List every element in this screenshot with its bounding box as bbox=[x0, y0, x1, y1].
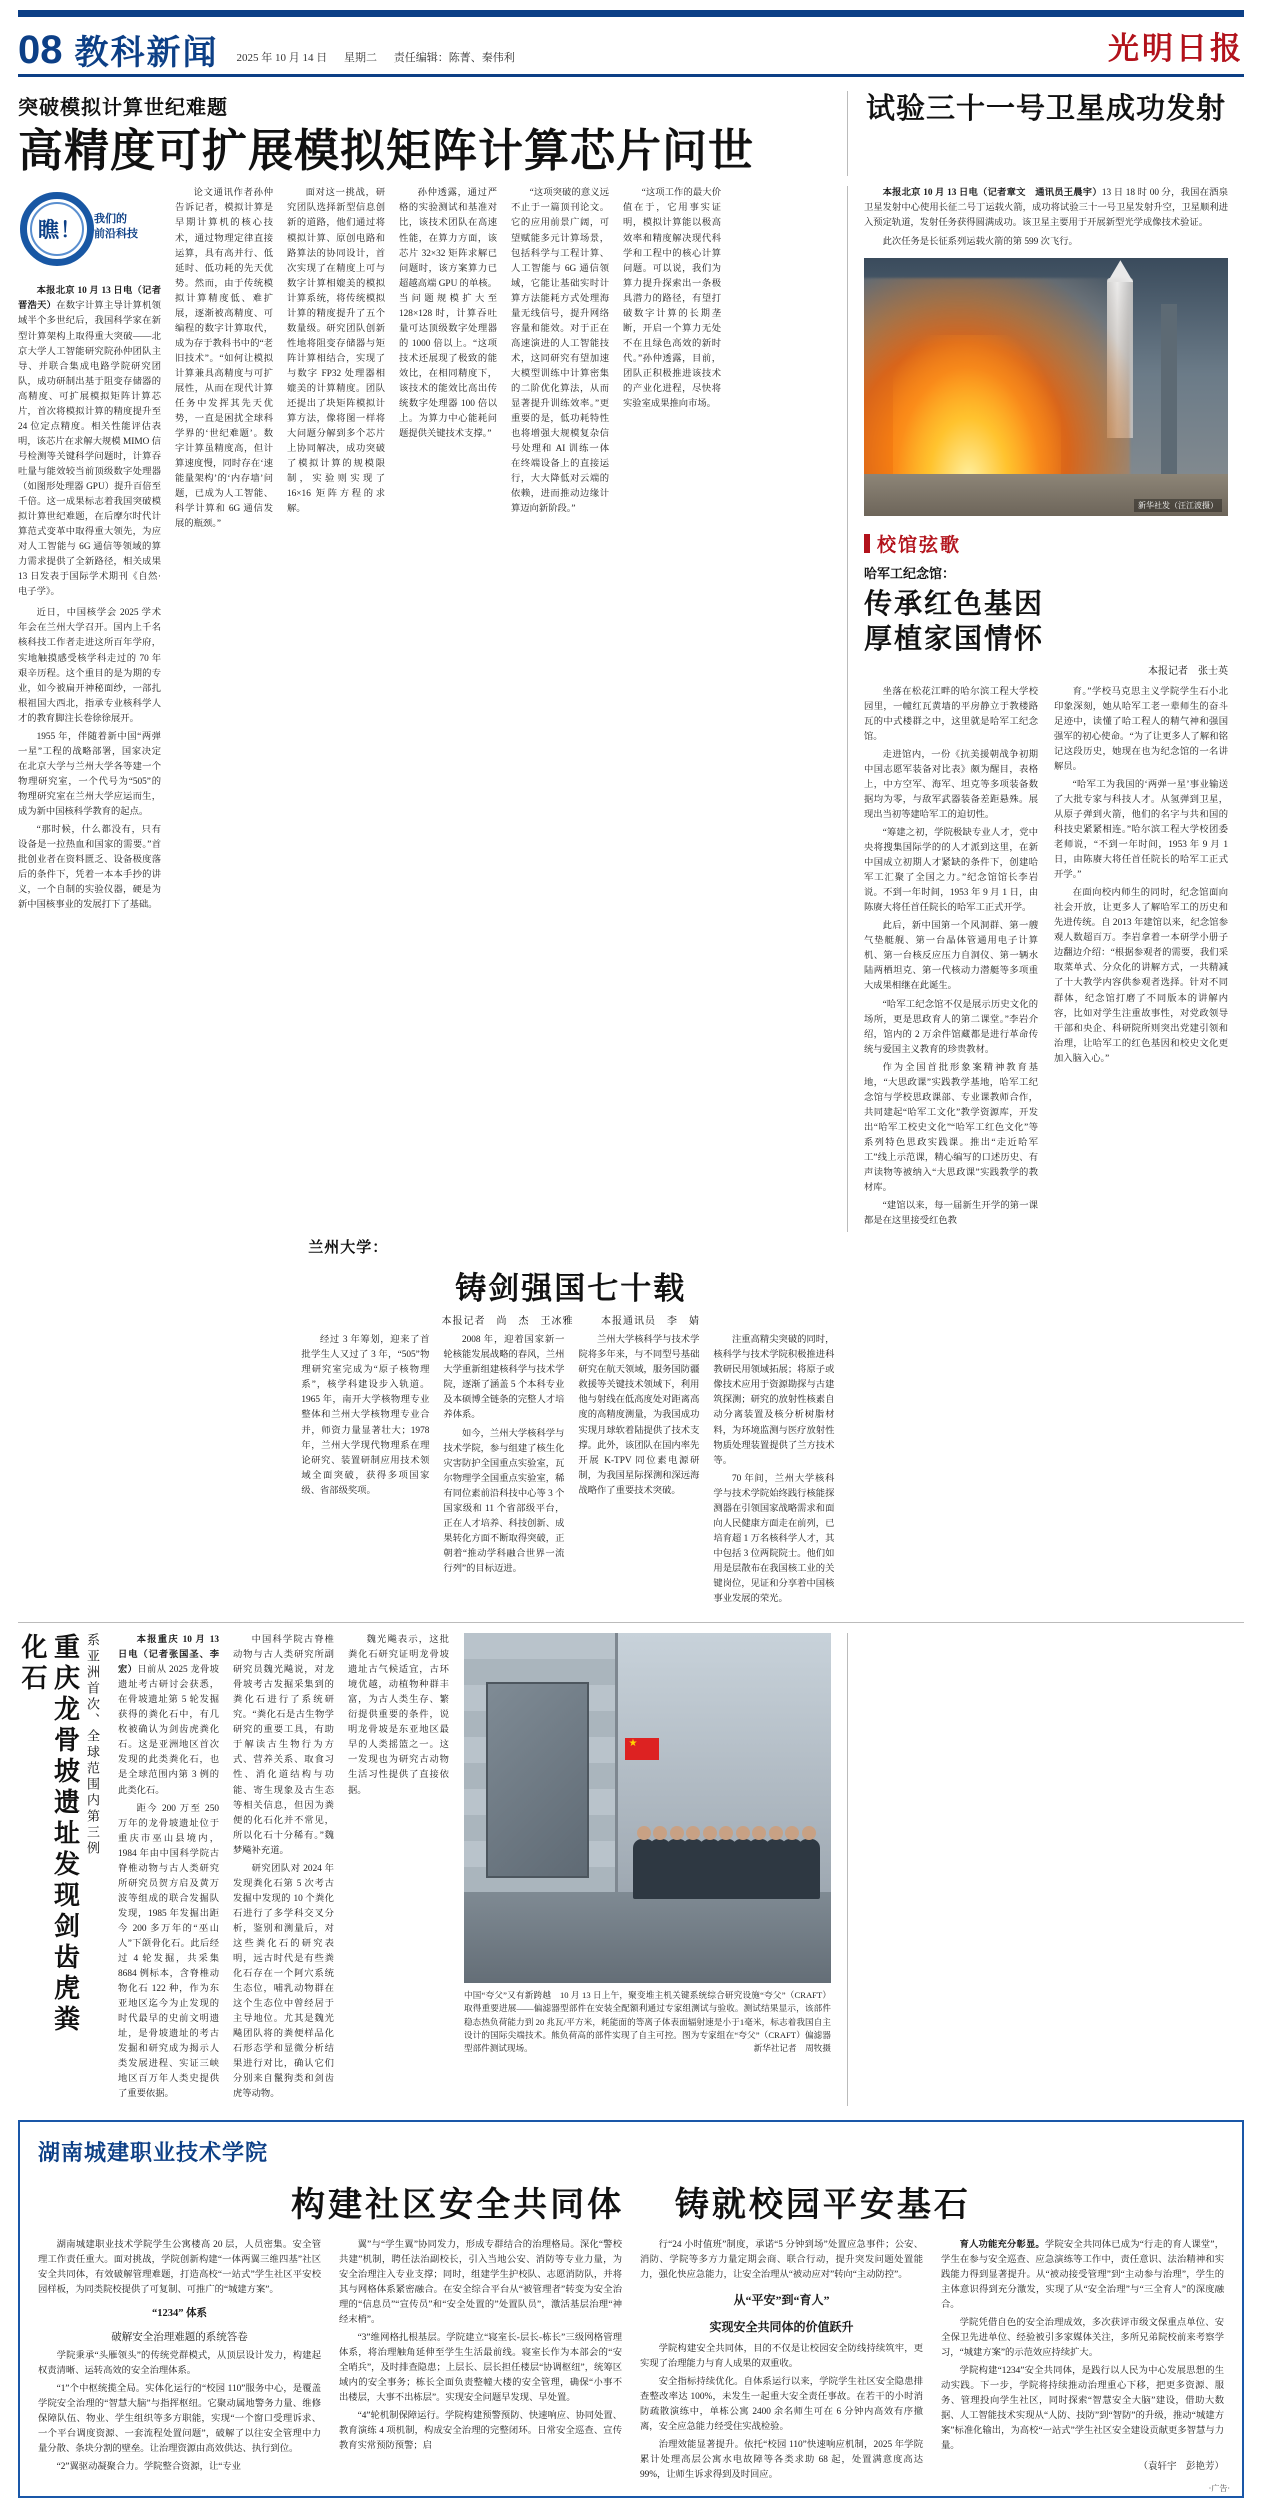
adv1-para-0: 湖南城建职业技术学院学生公寓楼高 20 层，人员密集。安全管理工作责任重大。面对挑战，学院创新构建“一体两翼三维四基”社区安全共同体，有效破解管理难题，打造高校“一站式”学生社区平安校园样板，为同类院校提供了可复制、可推广的“城建方案”。 bbox=[38, 2239, 321, 2295]
lead-col-3 bbox=[280, 186, 392, 1232]
facility-floor bbox=[464, 1892, 831, 1983]
lead-dateline: 本报北京 10 月 13 日电（记者晋浩天） bbox=[18, 286, 161, 312]
fossil-vertical-sub-wrap bbox=[78, 1633, 111, 2105]
lead-article bbox=[18, 186, 848, 1232]
lead-col-4 bbox=[392, 186, 504, 1232]
lanzhou-univ-name: 兰州大学： bbox=[308, 1240, 389, 1257]
advertorial-block bbox=[18, 2120, 1244, 2498]
lead-para-2: 面对这一挑战，研究团队选择新型信息创新的道路，他们通过将模拟计算、原创电路和路算法的协同设计，首次实现了在精度上可与数字计算相媲美的模拟计算系统，将传统模拟计算的精度提升了五个数量级。研究团队创新性地将阻变存储器与矩阵计算相结合，实现了与数字 FP32 处理器相媲美的计算精度。团队还提出了块矩阵模拟计算方法，像将图一样将大问题分解到多个芯片上协同解决，成功突破了模拟计算的规模限制，实验则实现了 16×16 矩阵方程的求解。 bbox=[287, 188, 385, 515]
lead-para-4: “这项突破的意义远不止于一篇顶刊论文。它的应用前景广阔，可望赋能多元计算场景，包括科学与工程计算、人工智能与 6G 通信领域，它能让基础实时计算方法能耗方式处理海量无线信号，提升网络容量和能效。对于正在高速演进的人工智能技术，这同研究有望加速大模型训练中计算密集的二阶优化算法，从而显著提升训练效率。”更重要的是，低功耗特性也将增强大规模复杂信号处理和 AI 训练一体在终端设备上的直接运行，大大降低对云端的依赖，进而推动边缘计算迈向新阶段。” bbox=[511, 188, 609, 515]
lead-col2-text bbox=[175, 186, 273, 532]
fossil-subheadline: 系亚洲首次、全球范围内第三例 bbox=[85, 1633, 100, 1858]
newspaper-page bbox=[0, 10, 1262, 2493]
adv3-para-2: 安全指标持续优化。自体系运行以来，学院学生社区安全隐患排查整改率达 100%，未发生一起重大安全责任事故。在若干的小时消防疏散演练中，单栋公寓 2400 余名师生可在 6 分钟内高效有序撤离，安全应急能力经受住实战检验。 bbox=[640, 2376, 923, 2432]
nuclear-para-2: “那时候，什么都没有，只有设备是一拉热血和国家的需要。”首批创业者在资料匮乏、设备极度落后的条件下，凭着一本本手抄的讲义，一个自制的实验仪器，硬是为新中国核事业的发展打下了基础。 bbox=[18, 825, 161, 911]
fossil-para-3: 研究团队对 2024 年发现粪化石第 5 次考古发掘中发现的 10 个粪化石进行了多学科交叉分析，鉴别和测量后，对这些粪化石的研究表明，远古时代是有些粪化石存在一个阿穴系统生态位，哺乳动物群在这个生态位中曾经居于主导地位。尤其是魏光飚团队将的粪便样品化石形态学和显微分析结果进行对比，确认它们分别来自鬣狗类和剑齿虎等动物。 bbox=[233, 1863, 334, 2100]
top-article-area bbox=[18, 186, 1244, 1232]
advertorial-col-1 bbox=[38, 2238, 330, 2486]
nuclear-para-0: 近日，中国核学会 2025 学术年会在兰州大学召开。国内上千名核科技工作者走进这所百年学府，实地触摸感受核学科走过的 70 年艰辛历程。这个重目的是为期的专业，如今被扁开神秘面纱，一部扎根祖国大西北，指承专业核科学人才的教育脚注长卷徐徐展开。 bbox=[18, 608, 161, 724]
lead-para-1: 论文通讯作者孙仲告诉记者，模拟计算是早期计算机的核心技术，通过物理定律直接运算，具有高并行、低延时、低功耗的先天优势。然而，由于传统模拟计算精度低、难扩展，逐渐被高精度、可编程的数字计算取代，成为存于教科书中的“老旧技术”。“如何让模拟计算兼具高精度与可扩展性，从而在现代计算任务中发挥其先天优势，一直是困扰全球科学界的‘世纪难题’。数字计算虽精度高，但计算速度慢，同时存在‘速能量架构’的‘内存墙’问题，已成为人工智能、科学计算和 6G 通信发展的瓶颈。” bbox=[175, 188, 273, 530]
divertor-device bbox=[486, 1682, 589, 1878]
fossil-col-2 bbox=[226, 1633, 341, 2105]
badge-line-1: 我们的 bbox=[94, 213, 127, 226]
memorial-col-2 bbox=[1046, 685, 1228, 1233]
fossil-vertical-head-wrap bbox=[18, 1633, 78, 2105]
fossil-para-0: 日前从 2025 龙骨坡遗址考古研讨会获悉，在骨坡遗址第 5 轮发掘获得的粪化石中，有几枚被确认为剑齿虎粪化石。这是亚洲地区首次发现的此类粪化石，也是全球范围内第 3 例的此类化石。 bbox=[118, 1665, 219, 1796]
top-rule bbox=[18, 10, 1244, 17]
satellite-text-2: 此次任务是长征系列运载火箭的第 599 次飞行。 bbox=[882, 236, 1078, 247]
memorial-para-3: 此后，新中国第一个风洞群、第一艘气垫艇舰、第一台晶体管通用电子计算机、第一台核反应压力自洞仪、第一辆水陆两栖坦克、第一代核动力潜艇等多项重大成果相继在此诞生。 bbox=[864, 921, 1038, 992]
adv4-para-2: 学院构建“1234”安全共同体，是践行以人民为中心发展思想的生动实践。下一步，学院将持续推动治理重心下移，把更多资源、服务、管理投向学生社区，同时探索“智慧安全大脑”建设，借助大数据、人工智能技术实现从“人防、技防”到“智防”的升级，推动“城建方案”标准化输出，为高校“一站式”学生社区安全建设贡献更多智慧与力量。 bbox=[941, 2365, 1224, 2452]
memorial-para-6: “建馆以来，每一届新生开学的第一课都是在这里接受红色教 bbox=[864, 1201, 1038, 1227]
lead-col3-text bbox=[287, 186, 385, 517]
lead-para-5: “这项工作的最大价值在于，它用事实证明，模拟计算能以极高效率和精度解决现代科学和工程中的核心计算问题。可以说，我们为算力提升探索出一条极具潜力的路径，有望打破数字计算的长期垄断，开启一个算力无处不在且绿色高效的新时代。”孙仲透露，目前，团队正积极推进该技术的产业化进程，尽快将实验室成果推向市场。 bbox=[623, 188, 721, 410]
nuclear-para-7: 注重高精尖突破的同时，核科学与技术学院积极推进科教研民用领域拓展；将原子或像技术应用于资源勘探与古建筑探测；研究的放射性核素自动分离装置及核分析树脂材料，为环境监测与医疗放射性物质处理装置提供了兰方技术等。 bbox=[713, 1335, 835, 1466]
memorial-section-label bbox=[864, 530, 1228, 557]
memorial-col-1 bbox=[864, 685, 1046, 1233]
masthead-meta bbox=[237, 49, 529, 70]
fossil-and-photo bbox=[18, 1633, 848, 2105]
nuclear-col-a bbox=[18, 606, 161, 913]
adv4-para-0: 学院安全共同体已成为“行走的育人课堂”，学生在参与安全巡查、应急演练等工作中，责任意识、法治精神和实践能力得到显著提升。从“被动接受管理”到“主动参与治理”，学生的主体意识得到充分激发，实现了从“安全治理”与“三全育人”的深度融合。 bbox=[941, 2239, 1224, 2310]
adv1-para-2: “1”个中枢统揽全局。实体化运行的“校园 110”服务中心，是覆盖学院安全治理的“智慧大脑”与指挥枢纽。它聚动属地警务力量、维修保障队伍、物业、学生组织等多方职能，实现“一个窗口受理诉求、一个平台调度资源、一套流程处置问题”，破解了以往安全管理中力量分散、条块分割的壁垒。让治理资源由高效供达、执行到位。 bbox=[38, 2383, 321, 2454]
lead-col6-text bbox=[623, 186, 721, 412]
memorial-mini-title: 哈军工纪念馆： bbox=[864, 565, 956, 581]
satellite-headline-block bbox=[848, 91, 1228, 176]
red-bar-icon bbox=[864, 534, 870, 553]
headline-zone bbox=[18, 91, 1244, 176]
memorial-para-8: “哈军工为我国的‘两弹一星’事业输送了大批专家与科技人才。从氢弹到卫星，从原子弹到火箭，他们的名字与共和国的科技史紧紧相连。”哈尔滨工程大学校团委老师说，“不到一年时间，1953 年 9 月 1 日，由陈赓大将任首任院长的哈军工正式开学。” bbox=[1054, 779, 1228, 881]
adv1-subhead-sub: 破解安全治理难题的系统答卷 bbox=[111, 2331, 248, 2343]
frontier-tech-badge bbox=[18, 186, 146, 278]
adv1-para-1: 学院秉承“头雁领头”的传统党群模式，从顶层设计发力，构建起权责清晰、运转高效的安全治理体系。 bbox=[38, 2350, 321, 2376]
fossil-headline: 重庆龙骨坡遗址发现剑齿虎粪化石 bbox=[17, 1633, 80, 2037]
memorial-para-2: “筹建之初，学院极缺专业人才，党中央将搜集国际学的的人才派到这里，在新中国成立初期人才紧缺的条件下，创建哈军工汇聚了全国之力。”纪念馆馆长李岩说。不到一年时间，1953 年 9 月 1 日，由陈赓大将任首任院长的哈军工正式开学。 bbox=[864, 828, 1038, 914]
lead-para-3: 孙仲透露，通过严格的实验测试和基准对比，该技术团队在高速性能，在算力方面，该芯片 32×32 矩阵求解已问题时，该方案算力已超越高端 GPU 的单核。当问题规模扩大至 128×128 时，计算吞吐量可达顶级数字处理器的 1000 倍以上。“这项技术还展现了极致的能效比，在相同精度下，该技术的能效比高出传统数字处理器 100 倍以上。为算力中心能耗问题提供关键技术支撑。” bbox=[399, 188, 497, 440]
lead-para-0: 在数字计算主导计算机领域半个多世纪后，我国科学家在新型计算架构上取得重大突破——北京大学人工智能研究院孙仲团队主导、并联合集成电路学院研究团队，成功研制出基于阻变存储器的高精度、可扩展模拟矩阵计算芯片，首次将模拟计算的精度提升至 24 位定点精度。相关性能评估表明，该芯片在求解大规模 MIMO 信号检测等关键科学问题时，计算吞吐量与能效较当前顶级数字处理器（如图形处理器 GPU）提升百倍至千倍。这一成果标志着我国突破模拟计算世纪难题，在后摩尔时代计算范式变革中取得重大领先，为应对人工智能与 6G 通信等领域的算力需求提供了全新路径，相关成果 13 日发表于国际学术期刊《自然·电子学》。 bbox=[18, 301, 161, 598]
lanzhou-header-row bbox=[18, 1236, 1244, 1327]
badge-label: 瞧！ bbox=[38, 218, 82, 243]
nuclear-para-8: 70 年间，兰州大学核科学与技术学院始终践行核能探测器在引领国家战略需求和面向人民健康方面走在前列，已培育超 1 万名核科学人才，其中包括 3 位两院院士。他们如用是层散布在我国核工业的关键岗位，见证和分享着中国核事业发展的荣光。 bbox=[713, 1473, 835, 1605]
advertorial-col-3 bbox=[631, 2238, 932, 2486]
satellite-text-block bbox=[864, 186, 1228, 249]
adv3-para-3: 治理效能显著提升。依托“校园 110”快速响应机制，2025 年学院累计处理高层公寓水电故障等各类求助 68 起，处置满意度高达 99%，让师生诉求得到及时回应。 bbox=[640, 2439, 923, 2480]
fossil-para-1: 距今 200 万至 250 万年的龙骨坡遗址位于重庆市巫山县境内，1984 年由中国科学院古脊椎动物与古人类研究所研究员贺方启及黄万波等组成的联合发掘队发现，1985 年发掘出距今 200 多万年的“巫山人”下颌骨化石。此后经过 4 轮发掘，共采集 8684 例标本，含脊椎动物化石 122 种，作为东亚地区迄今为止发现的时代最早的史前文明遗址，是骨坡遗址的考古发掘和研究成为揭示人类发展进程、实证三峡地区百万年人类史提供了重要依据。 bbox=[118, 1803, 219, 2100]
advertorial-signoff: （袁轩宇 彭艳芳） bbox=[1138, 2462, 1224, 2473]
editors: 责任编辑：陈菁、秦伟利 bbox=[393, 52, 515, 64]
adv4-lead: 育人功能充分彰显。 bbox=[959, 2239, 1045, 2250]
adv3-subhead-sub: 实现安全共同体的价值跃升 bbox=[709, 2320, 854, 2335]
advertorial-headline bbox=[38, 2177, 1224, 2226]
rocket-launch-photo bbox=[864, 258, 1228, 516]
advertisement-tag: ·广告· bbox=[1208, 2483, 1230, 2493]
satellite-headline: 试验三十一号卫星成功发射 bbox=[865, 91, 1226, 125]
craft-photo-caption bbox=[464, 1989, 831, 2056]
satellite-text: 13 日 18 时 00 分，我国在酒泉卫星发射中心使用长征二号丁运载火箭，成功将试验三十一号卫星发射升空，卫星顺利进入预定轨道，发射任务获得圆满成功。该卫星主要用于开展新型光学成像技术验证。 bbox=[864, 188, 1228, 229]
memorial-reporter: 本报记者 张士英 bbox=[1148, 665, 1228, 677]
adv2-para-1: “3”维网格扎根基层。学院建立“寝室长-层长-栋长”三级网格管理体系，将治理触角延伸至学生生活最前线。寝室长作为本部会的“安全哨兵”，及时排查隐患；上层长、层长担任楼层“协调枢纽”，统筹区域内的安全事务；栋长全面负责整幢大楼的安全管理，确保“小事不出楼层，大事不出栋层”。实现安全问题早发现、早处置。 bbox=[339, 2332, 622, 2403]
photo-credit: 新华社发（汪江波摄） bbox=[1134, 499, 1222, 512]
section-title: 教科新闻 bbox=[74, 33, 219, 73]
fossil-para-2: 中国科学院古脊椎动物与古人类研究所副研究员魏光飚说，对龙骨坡考古发掘采集到的粪化石进行了系统研究。“粪化石是古生物学研究的重要工具，有助于解读古生物行为方式、营养关系、取食习性、消化道结构与功能、寄生现象及古生态等相关信息，但因为粪便的化石化并不常见，所以化石十分稀有。”魏梦飚补充道。 bbox=[233, 1635, 334, 1856]
mid-right-spacer bbox=[848, 1633, 1228, 2105]
nuclear-para-1: 1955 年，伴随着新中国“两弹一星”工程的战略部署，国家决定在北京大学与兰州大学各等建一个物理研究室，一个代号为“505”的物理研究室在兰州大学应运而生，成为新中国核科学教育的起点。 bbox=[18, 731, 161, 817]
lead-headline-block bbox=[18, 91, 848, 176]
lanzhou-reporters: 本报记者 尚 杰 王冰雅 bbox=[441, 1316, 574, 1328]
adv2-para-2: “4”轮机制保障运行。学院构建预警预防、快速响应、协同处置、教育演练 4 项机制，构成安全治理的完整闭环。日常安全巡查、宣传教育实常预防预警；启 bbox=[339, 2411, 622, 2452]
lanzhou-col-3 bbox=[571, 1333, 706, 1610]
mid-band bbox=[18, 1622, 1244, 2105]
lead-col5-text bbox=[511, 186, 609, 517]
lead-col-6 bbox=[616, 186, 728, 1232]
badge-subtext bbox=[94, 212, 138, 242]
advertorial-col-4 bbox=[932, 2238, 1224, 2486]
craft-photo bbox=[464, 1633, 831, 1983]
badge-line-2: 前沿科技 bbox=[94, 228, 138, 241]
nuclear-para-4: 2008 年，迎着国家新一轮核能发展战略的春风，兰州大学重新组建核科学与技术学院，逐渐了涵盖 5 个本科专业及本硕博全链条的完整人才培养体系。 bbox=[443, 1335, 565, 1421]
adv4-para-1: 学院凭借自色的安全治理成效，多次获评市级文保重点单位、安全保卫先进单位、经验被引多家媒体关注，多所兄弟院校前来考察学习，“城建方案”的示范效应持续扩大。 bbox=[941, 2317, 1224, 2358]
weekday: 星期二 bbox=[344, 52, 377, 64]
craft-photo-block bbox=[456, 1633, 831, 2105]
nuclear-para-6: 兰州大学核科学与技术学院将多年来，与不同型号基础研究在航天领域，服务国防疆救援等关键技术领域下，利用他与射线在低高度处对距离高度的高精度测量，为我国成功实现月球软着陆提供了技术支撑。此外，该团队在国内率先开展 K-TPV 同位素电源研制，为我国星际探测和深远海战略作了重要技术突破。 bbox=[578, 1335, 700, 1496]
advertorial-col-2 bbox=[330, 2238, 631, 2486]
lead-col-5 bbox=[504, 186, 616, 1232]
lanzhou-body-row bbox=[18, 1333, 1244, 1610]
adv1-para-3: “2”翼驱动凝聚合力。学院整合资源，让“专业 bbox=[56, 2462, 241, 2473]
memorial-headline: 传承红色基因 厚植家国情怀 bbox=[864, 586, 1045, 655]
fossil-para-4: 魏光飚表示，这批粪化石研究证明龙骨坡遗址古气候适宜，古环境优越，动植物种群丰富，为古人类生存、繁衍提供重要的条件，说明龙骨坡是东亚地区最早的人类摇篮之一。这一发现也为研究古动物生活习性提供了直接依据。 bbox=[347, 1635, 449, 1796]
lanzhou-col-1 bbox=[301, 1333, 436, 1610]
lanzhou-col-4 bbox=[706, 1333, 841, 1610]
memorial-para-9: 在面向校内师生的同时，纪念馆面向社会开放，让更多人了解哈军工的历史和先进传统。自 2013 年建馆以来，纪念馆参观人数超百万。李岩拿着一本研学小册子边翻边介绍：“根据参观者的需要，我们采取菜单式、分众化的讲解方式，一共精减了十大教学内容供参观者选择。针对不同群体，纪念馆打磨了不同版本的讲解内容，比如对学生注重故事性，对党政领导干部和央企、科研院所则突出党建引领和治理，让哈军工的红色基因和校史文化更加入脑入心。” bbox=[1054, 888, 1228, 1064]
lead-col-2 bbox=[168, 186, 280, 1232]
memorial-para-0: 坐落在松花江畔的哈尔滨工程大学校园里，一幢红瓦黄墙的平房静立于教楼路瓦的中式楼群之中，这里就是哈军工纪念馆。 bbox=[864, 686, 1038, 742]
masthead bbox=[18, 17, 1244, 77]
memorial-para-5: 作为全国首批形象案精神教育基地，“大思政课”实践教学基地，哈军工纪念馆与学校思政课部、专业课教师合作，共同建起“哈军工文化”教学资源库，开发出“哈军工校史文化”“哈军工红色文化”等系列特色思政实践课。推出“走近哈军工”线上示范课，精心编写的口述历史、有声读物等被纳入“大思政课”实践教学的教材库。 bbox=[864, 1062, 1038, 1194]
fossil-col-1 bbox=[111, 1633, 226, 2105]
publish-date: 2025 年 10 月 14 日 bbox=[236, 52, 328, 64]
lanzhou-byline bbox=[304, 1312, 837, 1327]
satellite-dateline: 本报北京 10 月 13 日电（记者章文 通讯员王晨宇） bbox=[882, 188, 1102, 199]
adv2-para-0: 翼”与“学生翼”协同发力，形成专群结合的治理格局。深化“警校共建”机制，聘任法治副校长，引入当地公安、消防等专业力量，为安全治理注入专业支撑；同时，组建学生护校队、志愿消防队，并将其与网格体系紧密融合。在安全综合平台从“被管理者”转变为安全治理的“信息员”“宣传员”和“安全处置的”处置队员”，激活基层治理“神经末梢”。 bbox=[339, 2239, 622, 2325]
craft-photo-credit: 新华社记者 周牧摄 bbox=[753, 2043, 831, 2054]
advertorial-headline-left: 构建社区安全共同体 bbox=[291, 2184, 625, 2225]
lead-kicker: 突破模拟计算世纪难题 bbox=[18, 97, 228, 119]
lead-col4-text bbox=[399, 186, 497, 442]
nuclear-para-5: 如今，兰州大学核科学与技术学院，参与组建了核生化灾害防护全国重点实验室，瓦尔物理学全国重点实验室，稀有同位素前沿科技中心等 3 个国家级和 11 个省部级平台，正在人才培养、科技创新、成果转化方面不断取得突破，正朝着“推动学科融合世界一流行列”的目标迈进。 bbox=[443, 1428, 565, 1574]
newspaper-logo: 光明日报 bbox=[1108, 31, 1244, 67]
advertorial-school-name: 湖南城建职业技术学院 bbox=[38, 2139, 269, 2165]
lanzhou-headline: 铸剑强国七十载 bbox=[455, 1271, 687, 1308]
lead-dateline-para bbox=[18, 284, 161, 600]
lanzhou-columns bbox=[301, 1333, 841, 1610]
lead-col-1 bbox=[18, 186, 168, 1232]
lead-headline: 高精度可扩展模拟矩阵计算芯片问世 bbox=[18, 124, 755, 177]
lanzhou-col-2 bbox=[436, 1333, 571, 1610]
advertorial-columns bbox=[38, 2238, 1224, 2486]
people-group bbox=[633, 1752, 817, 1899]
launch-tower bbox=[1161, 304, 1177, 474]
memorial-para-4: “哈军工纪念馆不仅是展示历史文化的场所，更是思政育人的第二课堂。”李岩介绍，馆内的 2 万余件馆藏都是进行革命传统与爱国主义教育的珍贵教材。 bbox=[864, 999, 1038, 1055]
page-number: 08 bbox=[18, 28, 63, 72]
fossil-col-3 bbox=[341, 1633, 456, 2105]
lanzhou-correspondent: 本报通讯员 李 婧 bbox=[601, 1316, 701, 1328]
fossil-dateline: 本报重庆 10 月 13 日电（记者张国圣、李宏） bbox=[118, 1635, 219, 1676]
memorial-para-1: 走进馆内，一份《抗美援朝战争初期中国志愿军装备对比表》颇为醒目，表格上，中方空军、海军、坦克等多项装备数据均为零，与敌军武器装备差距悬殊。展现出当初等建哈军工的迫切性。 bbox=[864, 749, 1038, 820]
nuclear-para-3: 经过 3 年筹划，迎来了首批学生人又过了 3 年，“505”物理研究室完成为“原子核物理系”，核学科建设步入轨道。1965 年，南开大学核物理专业整体和兰州大学核物理专业合并，师资力量显著壮大；1978 年，兰州大学现代物理系在理论研究、装置研制应用技术领域全面突破，获得多项国家级、省部级奖项。 bbox=[301, 1335, 430, 1496]
satellite-article bbox=[848, 186, 1228, 1232]
adv3-subhead: 从“平安”到“育人” bbox=[733, 2292, 830, 2307]
adv1-subhead: “1234” 体系 bbox=[151, 2307, 208, 2319]
lanzhou-title-block bbox=[304, 1236, 837, 1327]
memorial-para-7: 育。”学校马克思主义学院学生石小北印象深刻，她从哈军工老一辈师生的奋斗足迹中，读懂了哈工程人的精气神和强国强军的初心使命。“为了让更多人了解和铭记这段历史，她现在也为纪念馆的一名讲解员。 bbox=[1054, 686, 1228, 772]
memorial-section-title: 校馆弦歌 bbox=[877, 534, 962, 556]
advertorial-headline-right: 铸就校园平安基石 bbox=[674, 2184, 971, 2225]
adv3-para-0: 行“24 小时值班”制度，承诺“5 分钟到场”处置应急事件；公安、消防、学院等多方力量定期会商、联合行动，提升突发问题处置能力，强化快应急能力，让安全治理从“被动应对”转向“主动防控”。 bbox=[640, 2239, 923, 2280]
adv3-para-1: 学院构建安全共同体，目的不仅是让校园安全防线持续筑牢，更实现了治理能力与育人成果的双重收。 bbox=[640, 2343, 923, 2369]
craft-caption-text: 中国“夸父”又有新跨越 10 月 13 日上午，聚变堆主机关键系统综合研究设施“夸父”（CRAFT）取得重要进展——偏滤器型部件在安装全配额利通过专家组测试与验收。测试结果显示，该部件稳态热负荷能力到 20 兆瓦/平方米，耗能面的等离子体表面辐射速是小于1毫米，标志着我国自主设计的国际尖端技术。熊负荷高的部件实现了自主可控。图为专家组在“夸父”（CRAFT）偏滤器型部件测试现场。 bbox=[463, 1990, 831, 2054]
